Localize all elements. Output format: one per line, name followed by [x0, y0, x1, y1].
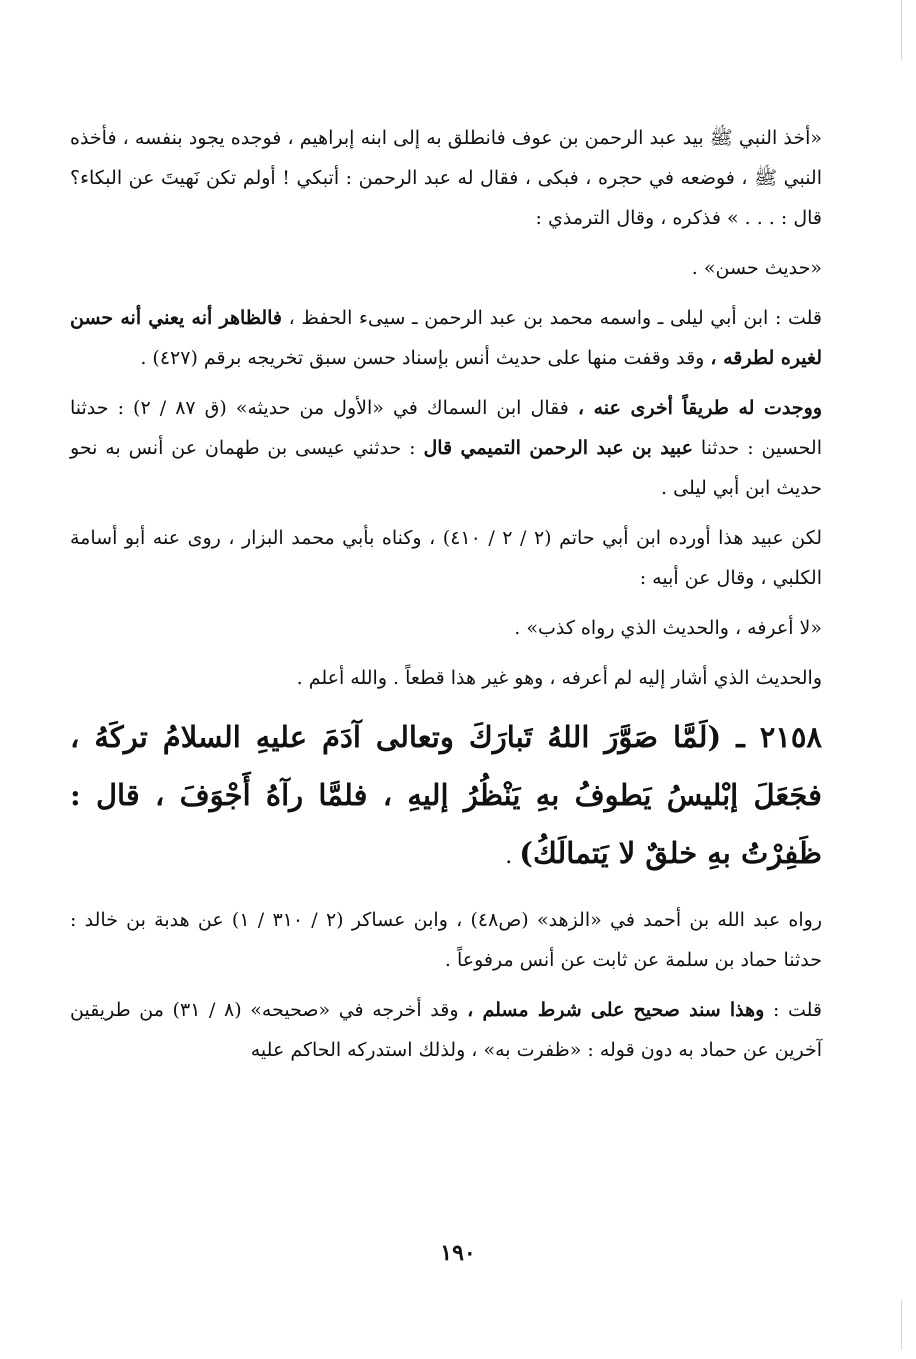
page-number: ١٩٠ [440, 1240, 476, 1266]
text-run: قلت : ابن أبي ليلى ـ واسمه محمد بن عبد الرحمن ـ سيىء الحفظ ، [282, 307, 822, 329]
paragraph-p6 [70, 608, 822, 648]
text-run: فقال ابن السماك في «الأول من حديثه» (ق ٨٧ / ٢) : حدثنا الحسين : حدثنا [70, 397, 822, 459]
hadith-heading [70, 708, 822, 886]
text-run: رواه عبد الله بن أحمد في «الزهد» (ص٤٨) ، وابن عساكر (٢ / ٣١٠ / ١) عن هدبة بن خالد : حدثنا حماد بن سلمة عن ثابت عن أنس مرفوعاً . [70, 909, 823, 971]
text-run: والحديث الذي أشار إليه لم أعرفه ، وهو غير هذا قطعاً . والله أعلم . [296, 667, 822, 689]
text-run: «حديث حسن» . [691, 257, 822, 279]
text-run: قلت : [764, 999, 823, 1021]
paragraph-p2 [70, 248, 822, 288]
text-run: وقد وقفت منها على حديث أنس بإسناد حسن سبق تخريجه برقم (٤٢٧) . [140, 347, 711, 369]
text-run: «أخذ النبي ﷺ بيد عبد الرحمن بن عوف فانطلق به إلى ابنه إبراهيم ، فوجده يجود بنفسه ، فأخذه النبي ﷺ ، فوضعه في حجره ، فبكى ، فقال له عبد الرحمن : أتبكي ! أولم تكن نَهيتَ عن البكاء؟ قال : . . . » فذكره ، وقال الترمذي : [70, 127, 823, 229]
hadith-text: ٢١٥٨ ـ (لَمَّا صَوَّرَ اللهُ تَبارَكَ وتعالى آدَمَ عليهِ السلامُ تركَهُ ، فجَعَلَ إبْليسُ يَطوفُ بهِ يَنْظُرُ إليهِ ، فلمَّا رآهُ أَجْوَفَ ، قال : ظَفِرْتُ بهِ خلقٌ لا يَتمالَكُ) [70, 720, 822, 870]
bold-run: عبيد بن عبد الرحمن التميمي قال [423, 437, 693, 459]
text-run: وقد أخرجه في «صحيحه» (٨ / ٣١) من طريقين آخرين عن حماد به دون قوله : «ظفرت به» ، ولذلك استدركه الحاكم عليه [70, 999, 822, 1061]
commentary-after [70, 900, 822, 1070]
text-run: «لا أعرفه ، والحديث الذي رواه كذب» . [514, 617, 822, 639]
bold-run: ووجدت له طريقاً أخرى عنه ، [577, 397, 823, 419]
bold-run: وهذا سند صحيح على شرط مسلم ، [467, 999, 765, 1021]
paragraph-p3 [70, 298, 822, 378]
scan-edge-mark-top [901, 0, 902, 60]
page-body [70, 118, 822, 1080]
paragraph-p7 [70, 658, 822, 698]
hadith-tail: . [505, 844, 520, 869]
paragraph-p1 [70, 118, 822, 238]
text-run: لكن عبيد هذا أورده ابن أبي حاتم (٢ / ٢ / ٤١٠) ، وكناه بأبي محمد البزار ، روى عنه أبو أسامة الكلبي ، وقال عن أبيه : [70, 527, 822, 589]
text-run: : حدثني عيسى بن طهمان عن أنس به نحو حديث ابن أبي ليلى . [70, 437, 822, 499]
paragraph-p9 [70, 990, 822, 1070]
paragraph-p4 [70, 388, 822, 508]
commentary-before [70, 118, 822, 698]
bold-run: فالظاهر أنه يعني أنه حسن لغيره لطرقه ، [70, 307, 822, 369]
paragraph-p8 [70, 900, 822, 980]
scan-edge-mark-bottom [901, 1300, 902, 1350]
paragraph-p5 [70, 518, 822, 598]
